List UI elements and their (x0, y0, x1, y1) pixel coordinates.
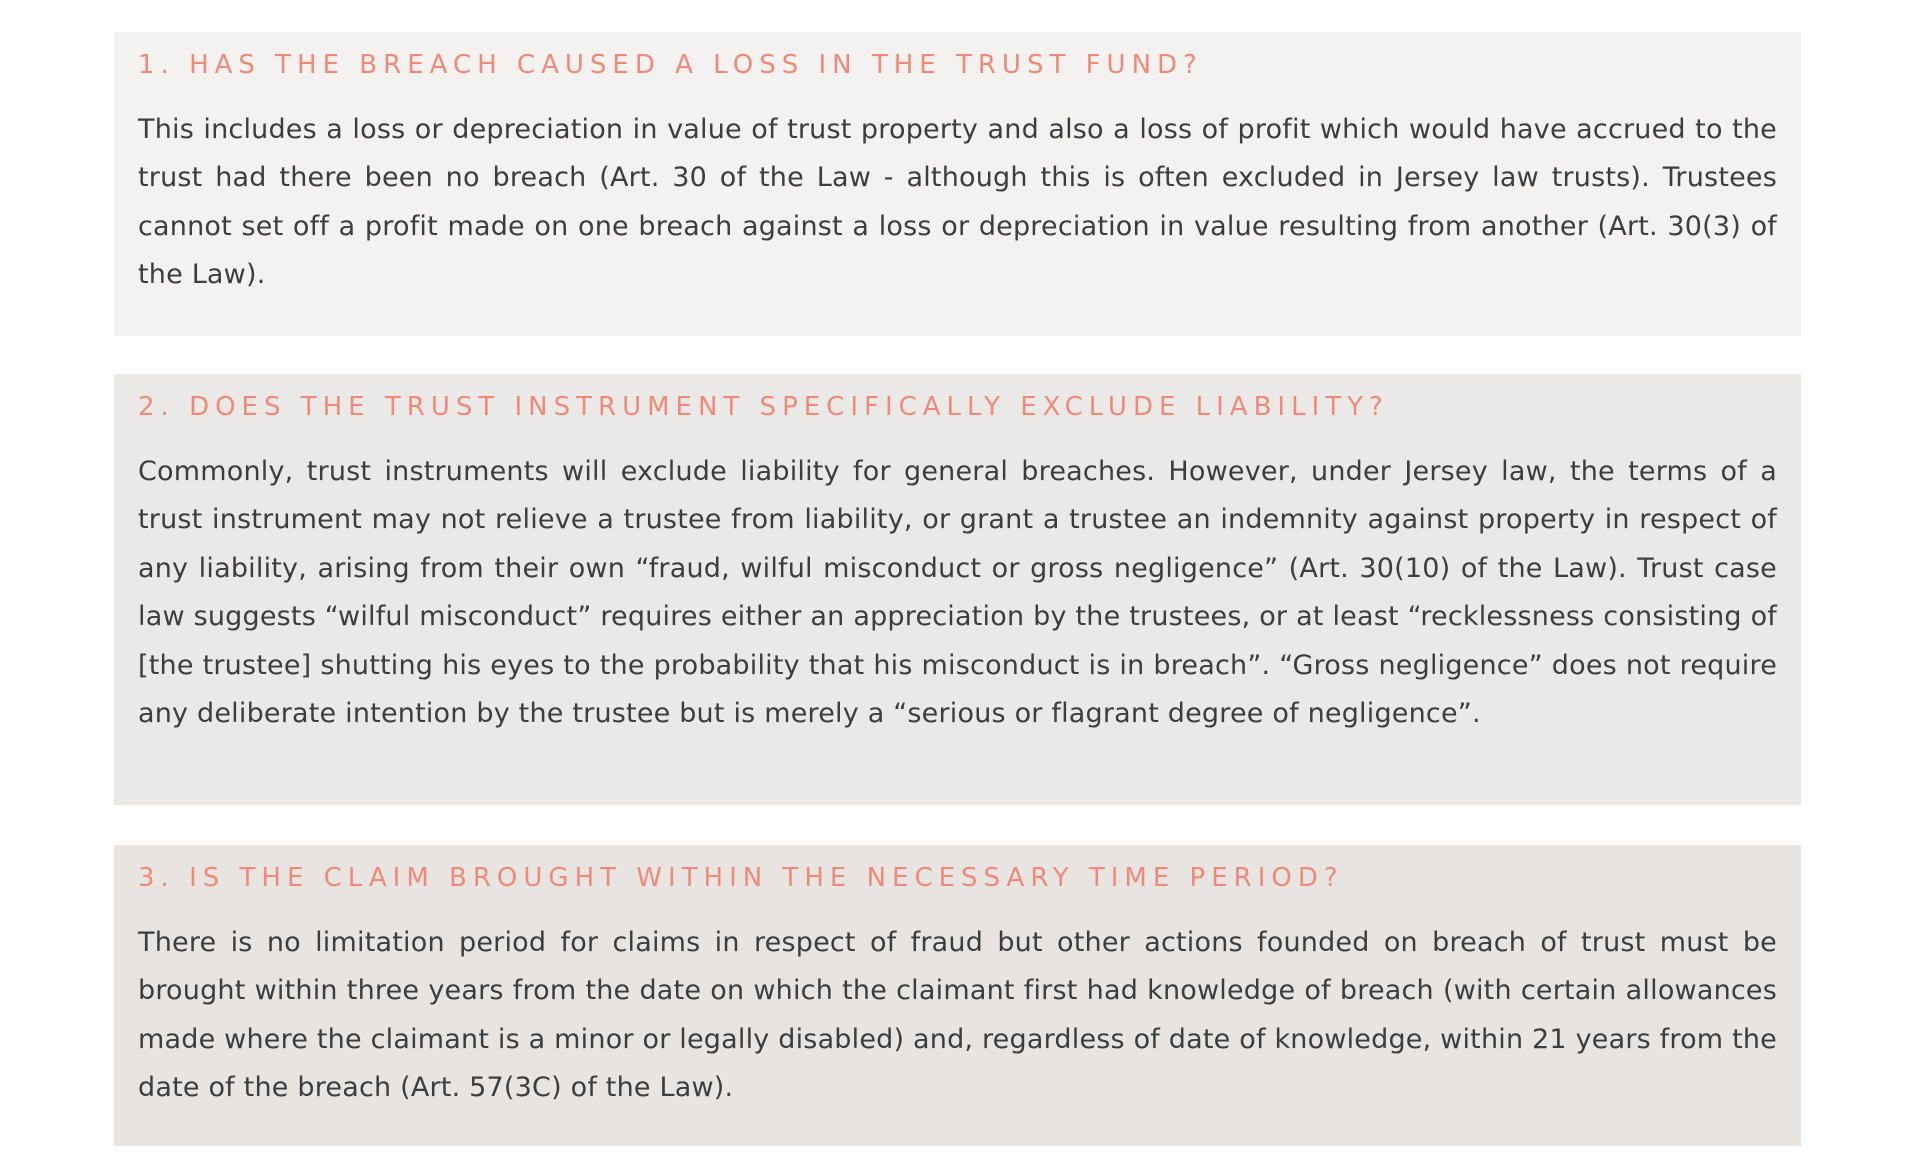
section-title: 2. DOES THE TRUST INSTRUMENT SPECIFICALLY EXCLUDE LIABILITY? (138, 392, 1389, 422)
section-body: There is no limitation period for claims in respect of fraud but other actions founded on breach of trust must be brought within three years from the date on which the claimant first had knowledge of breach (with certain allowances made where the claimant is a minor or legally disabled) and, regardless of date of knowledge, within 21 years from the date of the breach (Art. 57(3C) of the Law). (138, 927, 1777, 1104)
section-body: This includes a loss or depreciation in value of trust property and also a loss of profit which would have accrued to the trust had there been no breach (Art. 30 of the Law - although this is often excluded in Jersey law trusts). Trustees cannot set off a profit made on one breach against a loss or depreciation in value resulting from another (Art. 30(3) of the Law). (138, 114, 1777, 291)
section-card-time-period (114, 845, 1801, 1146)
section-card-loss (114, 32, 1801, 336)
section-body: Commonly, trust instruments will exclude liability for general breaches. However, under Jersey law, the terms of a trust instrument may not relieve a trustee from liability, or grant a trustee an indemnity against property in respect of any liability, arising from their own “fraud, wilful misconduct or gross negligence” (Art. 30(10) of the Law). Trust case law suggests “wilful misconduct” requires either an appreciation by the trustees, or at least “recklessness consisting of [the trustee] shutting his eyes to the probability that his misconduct is in breach”. “Gross negligence” does not require any deliberate intention by the trustee but is merely a “serious or flagrant degree of negligence”. (138, 456, 1777, 730)
section-title: 3. IS THE CLAIM BROUGHT WITHIN THE NECESSARY TIME PERIOD? (138, 863, 1344, 893)
section-card-exclusion (114, 374, 1801, 805)
section-title: 1. HAS THE BREACH CAUSED A LOSS IN THE TRUST FUND? (138, 50, 1203, 80)
sections-container (114, 32, 1801, 1146)
